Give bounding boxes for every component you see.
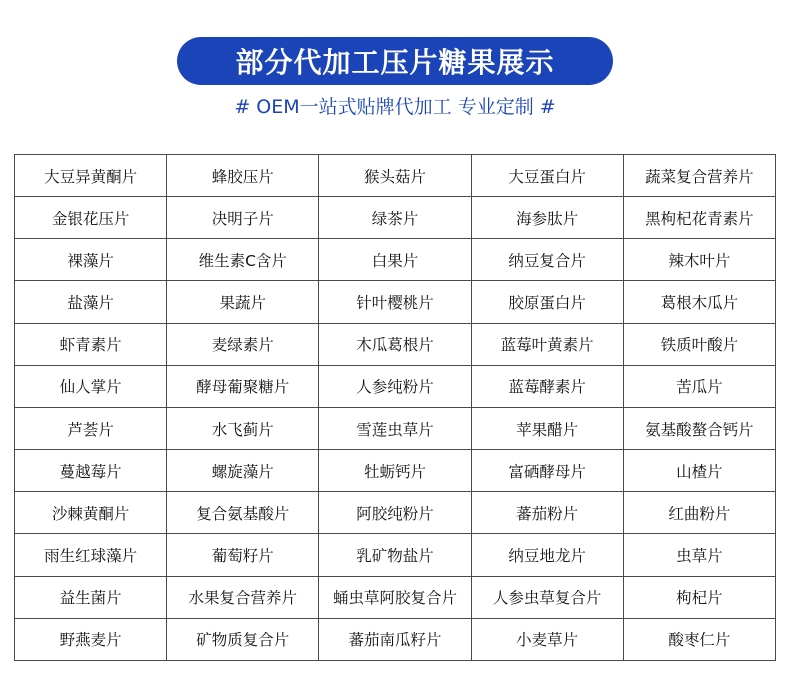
table-cell: 蔬菜复合营养片 xyxy=(623,155,775,197)
table-row xyxy=(15,197,776,239)
table-cell: 矿物质复合片 xyxy=(167,618,319,660)
table-cell: 水飞蓟片 xyxy=(167,407,319,449)
table-cell: 猴头菇片 xyxy=(319,155,471,197)
table-cell: 胶原蛋白片 xyxy=(471,281,623,323)
table-row xyxy=(15,618,776,660)
table-cell: 葛根木瓜片 xyxy=(623,281,775,323)
table-cell: 维生素C含片 xyxy=(167,239,319,281)
table-row xyxy=(15,407,776,449)
table-cell: 苦瓜片 xyxy=(623,365,775,407)
table-cell: 乳矿物盐片 xyxy=(319,534,471,576)
table-row xyxy=(15,534,776,576)
table-cell: 蓝莓酵素片 xyxy=(471,365,623,407)
table-cell: 纳豆地龙片 xyxy=(471,534,623,576)
table-cell: 雨生红球藻片 xyxy=(15,534,167,576)
table-row xyxy=(15,281,776,323)
table-cell: 水果复合营养片 xyxy=(167,576,319,618)
table-cell: 裸藻片 xyxy=(15,239,167,281)
table-cell: 人参纯粉片 xyxy=(319,365,471,407)
table-cell: 金银花压片 xyxy=(15,197,167,239)
table-cell: 蓝莓叶黄素片 xyxy=(471,323,623,365)
table-row xyxy=(15,239,776,281)
table-cell: 仙人掌片 xyxy=(15,365,167,407)
table-cell: 蛹虫草阿胶复合片 xyxy=(319,576,471,618)
table-cell: 富硒酵母片 xyxy=(471,450,623,492)
table-cell: 苹果醋片 xyxy=(471,407,623,449)
table-cell: 酸枣仁片 xyxy=(623,618,775,660)
table-cell: 果蔬片 xyxy=(167,281,319,323)
title-banner xyxy=(177,37,613,85)
table-cell: 雪莲虫草片 xyxy=(319,407,471,449)
table-row xyxy=(15,155,776,197)
table-cell: 大豆蛋白片 xyxy=(471,155,623,197)
table-cell: 铁质叶酸片 xyxy=(623,323,775,365)
table-cell: 盐藻片 xyxy=(15,281,167,323)
table-cell: 牡蛎钙片 xyxy=(319,450,471,492)
table-cell: 酵母葡聚糖片 xyxy=(167,365,319,407)
table-cell: 益生菌片 xyxy=(15,576,167,618)
table-cell: 阿胶纯粉片 xyxy=(319,492,471,534)
table-cell: 螺旋藻片 xyxy=(167,450,319,492)
table-cell: 决明子片 xyxy=(167,197,319,239)
table-cell: 虫草片 xyxy=(623,534,775,576)
table-cell: 木瓜葛根片 xyxy=(319,323,471,365)
table-cell: 小麦草片 xyxy=(471,618,623,660)
table-cell: 葡萄籽片 xyxy=(167,534,319,576)
table-cell: 复合氨基酸片 xyxy=(167,492,319,534)
table-cell: 海参肽片 xyxy=(471,197,623,239)
product-table xyxy=(14,154,776,661)
table-cell: 人参虫草复合片 xyxy=(471,576,623,618)
table-cell: 野燕麦片 xyxy=(15,618,167,660)
table-row xyxy=(15,492,776,534)
table-cell: 氨基酸螯合钙片 xyxy=(623,407,775,449)
table-cell: 蕃茄粉片 xyxy=(471,492,623,534)
table-row xyxy=(15,323,776,365)
table-cell: 蕃茄南瓜籽片 xyxy=(319,618,471,660)
table-cell: 针叶樱桃片 xyxy=(319,281,471,323)
table-cell: 麦绿素片 xyxy=(167,323,319,365)
page-title: 部分代加工压片糖果展示 xyxy=(235,46,555,79)
table-cell: 辣木叶片 xyxy=(623,239,775,281)
table-cell: 绿茶片 xyxy=(319,197,471,239)
table-cell: 山楂片 xyxy=(623,450,775,492)
table-cell: 蜂胶压片 xyxy=(167,155,319,197)
table-row xyxy=(15,365,776,407)
table-cell: 黑枸杞花青素片 xyxy=(623,197,775,239)
table-row xyxy=(15,450,776,492)
table-cell: 大豆异黄酮片 xyxy=(15,155,167,197)
table-row xyxy=(15,576,776,618)
table-cell: 沙棘黄酮片 xyxy=(15,492,167,534)
table-cell: 蔓越莓片 xyxy=(15,450,167,492)
table-cell: 枸杞片 xyxy=(623,576,775,618)
product-table-body xyxy=(15,155,776,661)
page-subtitle: # OEM一站式贴牌代加工 专业定制 # xyxy=(234,96,556,118)
table-cell: 纳豆复合片 xyxy=(471,239,623,281)
table-cell: 芦荟片 xyxy=(15,407,167,449)
table-cell: 白果片 xyxy=(319,239,471,281)
table-cell: 虾青素片 xyxy=(15,323,167,365)
table-cell: 红曲粉片 xyxy=(623,492,775,534)
